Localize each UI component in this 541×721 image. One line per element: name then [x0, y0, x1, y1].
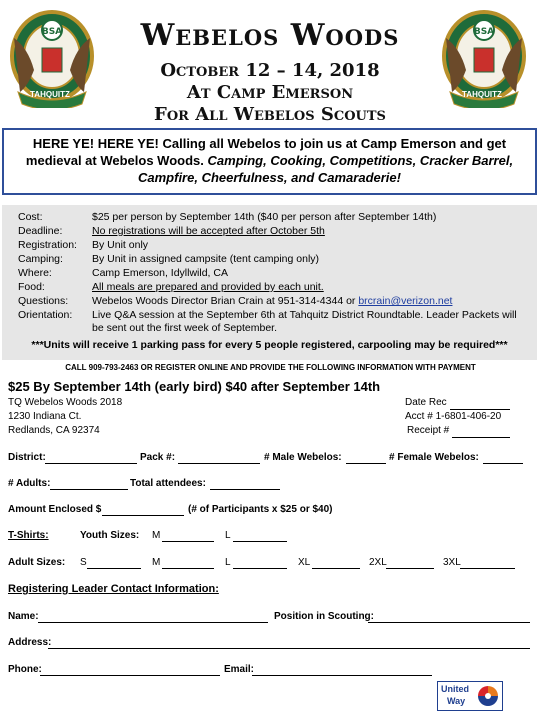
youth-sizes-label: Youth Sizes:	[80, 530, 140, 541]
orientation-value-1: Live Q&A session at the September 6th at Tahquitz District Roundtable. Leader Packets will	[92, 309, 517, 321]
call-instructions: CALL 909-793-2463 OR REGISTER ONLINE AND PROVIDE THE FOLLOWING INFORMATION WITH PAYMENT	[65, 363, 476, 372]
total-attendees-field[interactable]	[210, 489, 280, 490]
youth-size-l-field[interactable]	[233, 541, 287, 542]
adult-size-3xl: 3XL	[443, 557, 461, 568]
banner-italic-text: Camping, Cooking, Competitions, Cracker Barrel, Campfire, Cheerfulness, and Camaraderie!	[138, 153, 514, 185]
district-field[interactable]	[45, 463, 137, 464]
united-way-hand-icon	[476, 684, 500, 708]
female-webelos-label: # Female Webelos:	[389, 452, 479, 463]
youth-size-m: M	[152, 530, 161, 541]
questions-label: Questions:	[18, 295, 69, 307]
adult-size-m-field[interactable]	[162, 568, 214, 569]
adult-size-3xl-field[interactable]	[460, 568, 515, 569]
phone-label: Phone:	[8, 664, 42, 675]
name-field[interactable]	[38, 622, 268, 623]
adult-size-m: M	[152, 557, 161, 568]
adult-size-xl: XL	[298, 557, 311, 568]
united-way-text-1: United	[441, 684, 469, 694]
event-audience: For All Webelos Scouts	[154, 104, 386, 125]
leader-contact-heading: Registering Leader Contact Information:	[8, 583, 219, 595]
address-label: Address:	[8, 637, 52, 648]
receipt-label: Receipt #	[407, 425, 450, 436]
adult-size-l-field[interactable]	[233, 568, 287, 569]
receipt-field[interactable]	[452, 437, 510, 438]
account-number: Acct # 1-6801-406-20	[405, 411, 502, 422]
adult-size-l: L	[225, 557, 231, 568]
mailing-address-line-1: TQ Webelos Woods 2018	[8, 397, 123, 408]
male-webelos-label: # Male Webelos:	[264, 452, 342, 463]
tahquitz-logo-right	[440, 8, 528, 108]
date-rec-field[interactable]	[450, 409, 510, 410]
svg-text:BSA: BSA	[41, 27, 63, 37]
youth-size-l: L	[225, 530, 231, 541]
pack-label: Pack #:	[140, 452, 176, 463]
price-line: $25 By September 14th (early bird) $40 after September 14th	[8, 379, 381, 394]
email-label: Email:	[224, 664, 255, 675]
amount-enclosed-field[interactable]	[102, 515, 184, 516]
pack-field[interactable]	[178, 463, 260, 464]
where-value: Camp Emerson, Idyllwild, CA	[92, 267, 228, 279]
mailing-address-line-2: 1230 Indiana Ct.	[8, 411, 82, 422]
male-webelos-field[interactable]	[346, 463, 386, 464]
camping-label: Camping:	[18, 253, 63, 265]
orientation-value-2: be sent out the first week of September.	[92, 322, 278, 334]
phone-field[interactable]	[40, 675, 220, 676]
banner-text: HERE YE! HERE YE! Calling all Webelos to join us at Camp Emerson and get medieval at Webelos Woods.	[25, 136, 507, 168]
event-location: At Camp Emerson	[186, 82, 354, 103]
mailing-address-line-3: Redlands, CA 92374	[8, 425, 100, 436]
orientation-label: Orientation:	[18, 309, 73, 321]
united-way-logo	[437, 681, 503, 711]
event-title: Webelos Woods	[140, 18, 400, 53]
adult-size-2xl: 2XL	[369, 557, 387, 568]
amount-formula-note: (# of Participants x $25 or $40)	[188, 504, 333, 515]
total-attendees-label: Total attendees:	[130, 478, 206, 489]
adult-size-2xl-field[interactable]	[386, 568, 434, 569]
adult-sizes-label: Adult Sizes:	[8, 557, 66, 568]
cost-label: Cost:	[18, 211, 43, 223]
deadline-label: Deadline:	[18, 225, 63, 237]
registration-label: Registration:	[18, 239, 77, 251]
adults-label: # Adults:	[8, 478, 51, 489]
united-way-text-2: Way	[447, 696, 466, 706]
event-dates: October 12 – 14, 2018	[160, 60, 380, 81]
adult-size-s-field[interactable]	[87, 568, 141, 569]
adult-size-s: S	[80, 557, 87, 568]
logo-text-left: TAHQUITZ	[30, 90, 70, 99]
parking-note: ***Units will receive 1 parking pass for every 5 people registered, carpooling may be required***	[31, 339, 508, 351]
tshirts-label: T-Shirts:	[8, 530, 49, 541]
event-info-box	[2, 205, 537, 360]
district-label: District:	[8, 452, 46, 463]
food-value: All meals are prepared and provided by each unit.	[92, 281, 324, 293]
camping-value: By Unit in assigned campsite (tent camping only)	[92, 253, 320, 265]
contact-email-link[interactable]: brcrain@verizon.net	[358, 295, 453, 307]
address-field[interactable]	[48, 648, 530, 649]
date-rec-label: Date Rec	[405, 397, 447, 408]
position-field[interactable]	[368, 622, 530, 623]
where-label: Where:	[18, 267, 52, 279]
adults-field[interactable]	[50, 489, 128, 490]
svg-text:BSA: BSA	[473, 27, 495, 37]
position-label: Position in Scouting:	[274, 611, 374, 622]
amount-enclosed-label: Amount Enclosed $	[8, 504, 102, 515]
name-label: Name:	[8, 611, 39, 622]
email-field[interactable]	[252, 675, 432, 676]
female-webelos-field[interactable]	[483, 463, 523, 464]
adult-size-xl-field[interactable]	[312, 568, 360, 569]
registration-value: By Unit only	[92, 239, 149, 251]
intro-banner	[2, 128, 537, 195]
tahquitz-logo-left	[8, 8, 96, 108]
deadline-value: No registrations will be accepted after October 5th	[92, 225, 325, 237]
questions-value: Webelos Woods Director Brian Crain at 951-314-4344 or	[92, 295, 356, 307]
logo-text-right: TAHQUITZ	[462, 90, 502, 99]
youth-size-m-field[interactable]	[162, 541, 214, 542]
food-label: Food:	[18, 281, 45, 293]
cost-value: $25 per person by September 14th ($40 per person after September 14th)	[92, 211, 437, 223]
